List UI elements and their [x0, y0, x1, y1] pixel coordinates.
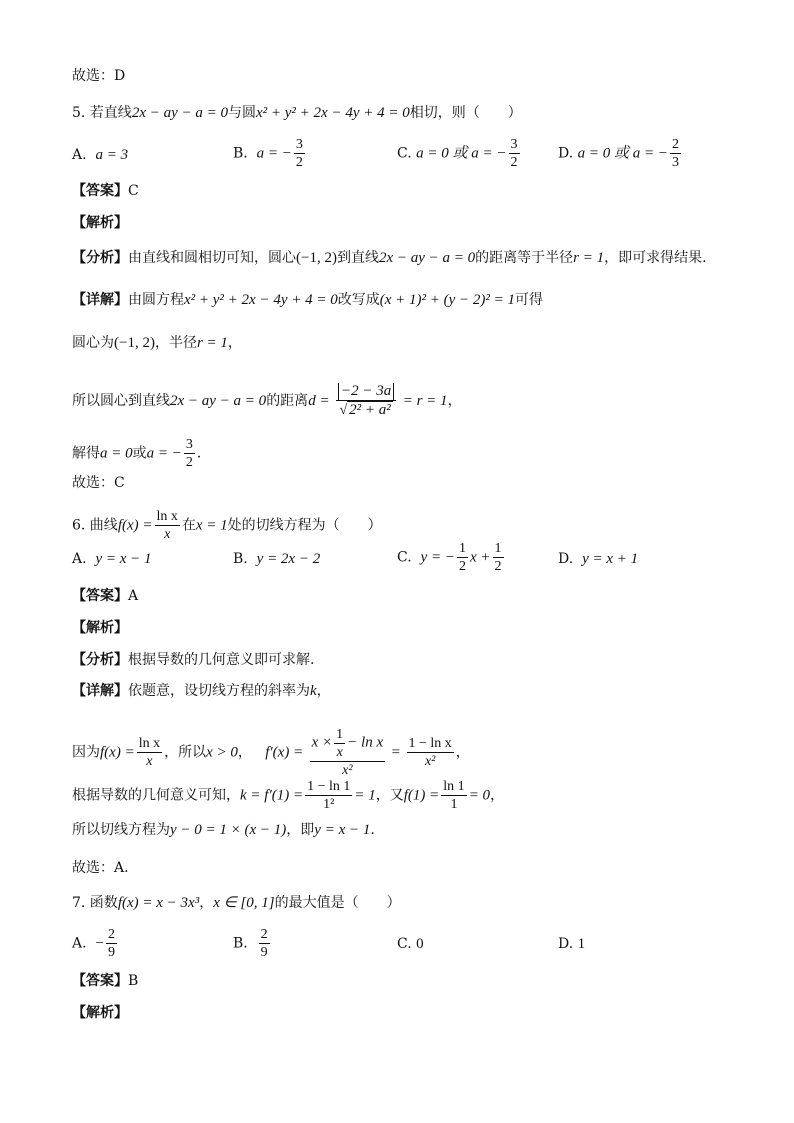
q6-derivative: 因为f(x) = $\frac{\text{ln x}}{x}$ ，所以x > 0， f′(x) = x × $\frac{1}{x}$ − ln x x² = $\frac{\text{1 − ln x}}{\text{x²}}$ ，: [72, 727, 470, 778]
q5-option-a: A. a = 3: [72, 147, 129, 163]
q6-geometric: 根据导数的几何意义可知，k = f′(1) = $\frac{1 - \ln 1}{\text{1²}}$ = 1，又f(1) = $\frac{\ln 1}{1}$ = 0，: [72, 779, 505, 812]
q5-detail: 【详解】由圆方程x² + y² + 2x − 4y + 4 = 0改写成(x + 1)² + (y − 2)² = 1可得: [72, 292, 544, 308]
q7-answer: 【答案】B: [72, 973, 139, 989]
q5-solve: 解得a = 0或a = − $\frac{3}{2}$ .: [72, 437, 202, 470]
q6-option-d: D. y = x + 1: [558, 551, 639, 567]
q6-final: 故选：A.: [72, 860, 129, 876]
q5-stem: 5. 若直线2x − ay − a = 0与圆x² + y² + 2x − 4y + 4 = 0相切，则（ ）: [72, 105, 522, 121]
q7-option-d: D. 1: [558, 936, 586, 952]
q6-answer: 【答案】A: [72, 588, 139, 604]
q5-option-c: C. a = 0 或 a = − $\frac{3}{2}$: [397, 137, 518, 170]
q7-stem: 7. 函数f(x) = x − 3x³，x ∈ [0, 1]的最大值是（ ）: [72, 895, 401, 911]
q4-answer-line: 故选：D: [72, 68, 126, 84]
q7-option-b: B. $\frac{2}{9}$: [233, 927, 268, 960]
q6-fenxi: 【分析】根据导数的几何意义即可求解.: [72, 652, 315, 668]
q7-option-c: C. 0: [397, 936, 424, 952]
q5-distance: 所以圆心到直线2x − ay − a = 0的距离d = $\frac{-2 - 3a}{\text{√ 2² + a²}}$ = r = 1，: [72, 383, 462, 418]
q5-fenxi: 【分析】由直线和圆相切可知，圆心(−1, 2)到直线2x − ay − a = 0的距离等于半径r = 1，即可求得结果.: [72, 250, 707, 266]
q6-option-b: B. y = 2x − 2: [233, 551, 321, 567]
q6-option-a: A. y = x − 1: [72, 551, 152, 567]
q6-tangent: 所以切线方程为y − 0 = 1 × (x − 1)，即y = x − 1.: [72, 822, 375, 838]
q5-option-b: B. a = − $\frac{3}{2}$: [233, 137, 303, 170]
q7-option-a: A. − $\frac{2}{9}$: [72, 927, 115, 960]
q7-analysis-tag: 【解析】: [72, 1005, 128, 1021]
q6-detail: 【详解】依题意，设切线方程的斜率为k，: [72, 683, 331, 699]
q6-option-c: C. y = − $\frac{1}{2}$ x + $\frac{1}{2}$: [397, 541, 502, 574]
q5-option-d: D. a = 0 或 a = − $\frac{2}{3}$: [558, 137, 680, 170]
q5-answer: 【答案】C: [72, 183, 139, 199]
q5-final: 故选：C: [72, 475, 125, 491]
q6-analysis-tag: 【解析】: [72, 620, 128, 636]
q6-stem: 6. 曲线f(x) = $\frac{\text{ln x}}{x}$ 在x = 1处的切线方程为（ ）: [72, 509, 382, 542]
q5-center: 圆心为(−1, 2)，半径r = 1，: [72, 335, 242, 351]
q5-analysis-tag: 【解析】: [72, 215, 128, 231]
